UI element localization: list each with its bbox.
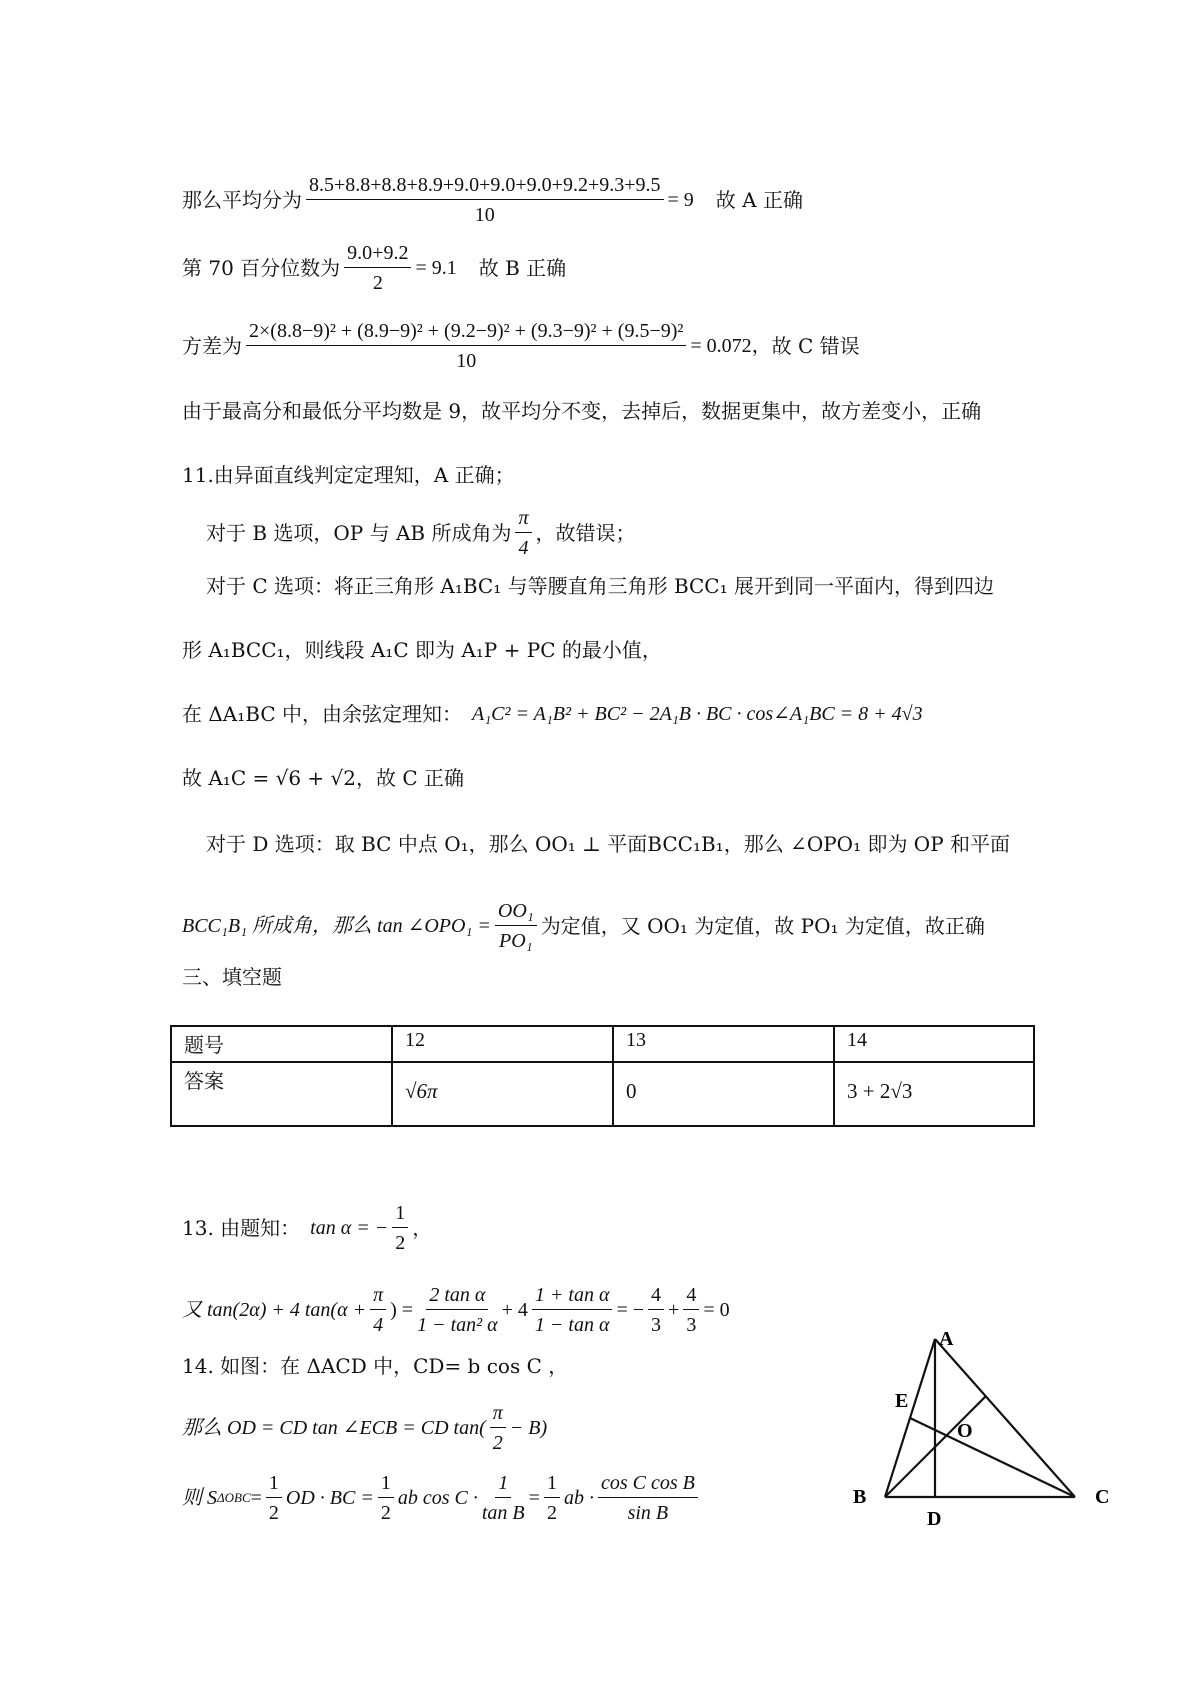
table-row <box>171 1026 1034 1062</box>
q14-od: 那么 OD = CD tan ∠ECB = CD tan( $\frac{\pi}{2}$ − B) <box>182 1402 548 1454</box>
header-q12: 12 <box>392 1026 613 1062</box>
answer-table <box>170 1025 1035 1127</box>
header-q13: 13 <box>613 1026 834 1062</box>
table-row <box>171 1062 1034 1126</box>
q11-option-c-1: 对于 C 选项：将正三角形 A₁BC₁ 与等腰直角三角形 BCC₁ 展开到同一平面内，得到四边 <box>206 574 994 598</box>
answer-q12-cell: √6π <box>392 1062 613 1126</box>
q11-option-c-result: 故 A₁C = √6 + √2，故 C 正确 <box>182 766 465 790</box>
mean-fraction: $\frac{8.5+8.8+8.8+8.9+9.0+9.0+9.0+9.2+9.3+9.5}{10}$ <box>306 172 664 228</box>
mean-label: 那么平均分为 <box>182 188 302 212</box>
header-label-cell: 题号 <box>171 1026 392 1062</box>
mean-line <box>182 172 803 228</box>
side-ac <box>935 1339 1075 1497</box>
answer-q13-cell: 0 <box>613 1062 834 1126</box>
label-a: A <box>939 1328 954 1350</box>
q13-computation: 又 tan(2α) + 4 tan(α + $\frac{\pi}{4}$ ) = $\frac{\text{2 tan α}}{\text{1 − tan² α}}$ + 4 $\frac{\text{1 + tan α}}{\text{1 − tan α}}$ = − $\frac{4}{3}$ + $\frac{4}{3}$ = 0 <box>182 1284 730 1336</box>
percentile-line: 第 70 百分位数为 $\frac{9.0+9.2}{2}$ = 9.1 故 B 正确 <box>182 242 567 294</box>
label-b: B <box>853 1486 867 1508</box>
section-heading: 三、填空题 <box>182 965 282 989</box>
option-d-10-line: 由于最高分和最低分平均数是 9，故平均分不变，去掉后，数据更集中，故方差变小，正确 <box>182 399 982 423</box>
variance-line: 方差为 $\frac{\text{2×(8.8−9)² + (8.9−9)² + (9.2−9)² + (9.3−9)² + (9.5−9)²}}{10}$ = 0.072， 故 C 错误 <box>182 320 860 372</box>
label-e: E <box>895 1390 909 1412</box>
answer-label-cell: 答案 <box>171 1062 392 1126</box>
q11-cosine-law: 在 ΔA₁BC 中，由余弦定理知： A₁C² = A₁B² + BC² − 2A₁B · BC · cos∠A₁BC = 8 + 4√3 <box>182 702 923 726</box>
triangle-lines <box>885 1339 1075 1497</box>
answer-q14-cell: 3 + 2√3 <box>834 1062 1034 1126</box>
label-d: D <box>927 1508 942 1525</box>
mean-result: = 9 <box>667 189 694 211</box>
percentile-fraction: $\frac{9.0+9.2}{2}$ <box>344 240 411 296</box>
q11-option-c-2: 形 A₁BCC₁，则线段 A₁C 即为 A₁P + PC 的最小值， <box>182 638 662 662</box>
q14-intro: 14. 如图：在 ΔACD 中，CD= b cos C ， <box>182 1354 569 1378</box>
label-c: C <box>1095 1486 1110 1508</box>
q11-option-b: 对于 B 选项，OP 与 AB 所成角为 $\frac{\pi}{4}$ ，故错误； <box>206 507 636 559</box>
q14-area: 则 S ΔOBC = $\frac{1}{2}$ OD · BC = $\frac{1}{2}$ ab cos C · $\frac{1}{\text{tan B}}$ = $\frac{1}{2}$ ab · $\frac{\text{cos C cos B}}{\text{sin B}}$ <box>182 1470 702 1526</box>
variance-fraction: $\frac{\text{2×(8.8−9)² + (8.9−9)² + (9.2−9)² + (9.3−9)² + (9.5−9)²}}{10}$ <box>246 318 686 374</box>
q11-intro: 11.由异面直线判定定理知，A 正确； <box>182 463 515 487</box>
q11-option-d-2: BCC₁B₁ 所成角，那么 tan ∠OPO₁ = $\frac{\text{OO₁}}{\text{PO₁}}$ 为定值，又 OO₁ 为定值，故 PO₁ 为定值，故正确 <box>182 900 985 952</box>
triangle-figure <box>835 1325 1125 1525</box>
mean-conclusion: 故 A 正确 <box>715 188 803 212</box>
q11-option-d-1: 对于 D 选项：取 BC 中点 O₁，那么 OO₁ ⊥ 平面BCC₁B₁，那么 ∠OPO₁ 即为 OP 和平面 <box>206 832 1011 856</box>
header-q14: 14 <box>834 1026 1034 1062</box>
q13-given: 13. 由题知： tan α = − $\frac{1}{2}$ ， <box>182 1202 433 1254</box>
label-o: O <box>957 1420 973 1442</box>
